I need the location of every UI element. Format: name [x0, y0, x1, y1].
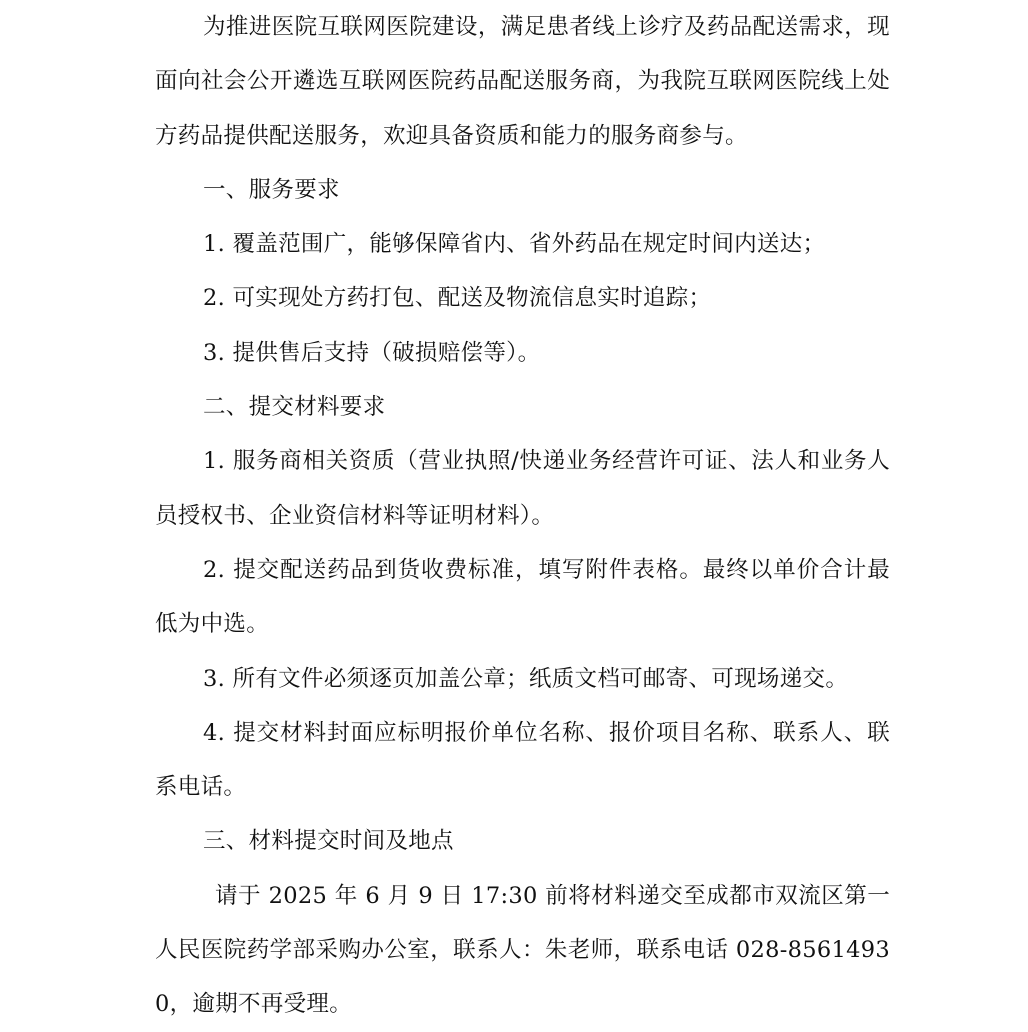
- section-heading-submission-time-place: 三、材料提交时间及地点: [203, 828, 454, 855]
- submission-material-item: 3. 所有文件必须逐页加盖公章；纸质文档可邮寄、可现场递交。: [203, 665, 849, 692]
- section-heading-service-requirements: 一、服务要求: [203, 176, 340, 203]
- service-requirement-item: 3. 提供售后支持（破损赔偿等）。: [203, 339, 541, 366]
- submission-material-item: 1. 服务商相关资质（营业执照/快递业务经营许可证、法人和业务人员授权书、企业资信材料等证明材料）。: [155, 448, 890, 529]
- service-requirement-item: 2. 可实现处方药打包、配送及物流信息实时追踪；: [203, 285, 712, 312]
- submission-material-item: 2. 提交配送药品到货收费标准，填写附件表格。最终以单价合计最低为中选。: [155, 556, 890, 638]
- document-body: [155, 0, 890, 1032]
- section-heading-submission-materials: 二、提交材料要求: [203, 394, 386, 421]
- service-requirement-item: 1. 覆盖范围广，能够保障省内、省外药品在规定时间内送达；: [203, 231, 826, 258]
- submission-material-item: 4. 提交材料封面应标明报价单位名称、报价项目名称、联系人、联系电话。: [155, 719, 890, 801]
- submission-time-place-paragraph: 请于 2025 年 6 月 9 日 17:30 前将材料递交至成都市双流区第一人民医院药学部采购办公室，联系人：朱老师，联系电话 028-85614930，逾期不再受理。: [155, 882, 890, 1018]
- intro-paragraph: 为推进医院互联网医院建设，满足患者线上诊疗及药品配送需求，现面向社会公开遴选互联网医院药品配送服务商，为我院互联网医院线上处方药品提供配送服务，欢迎具备资质和能力的服务商参与。: [155, 14, 890, 149]
